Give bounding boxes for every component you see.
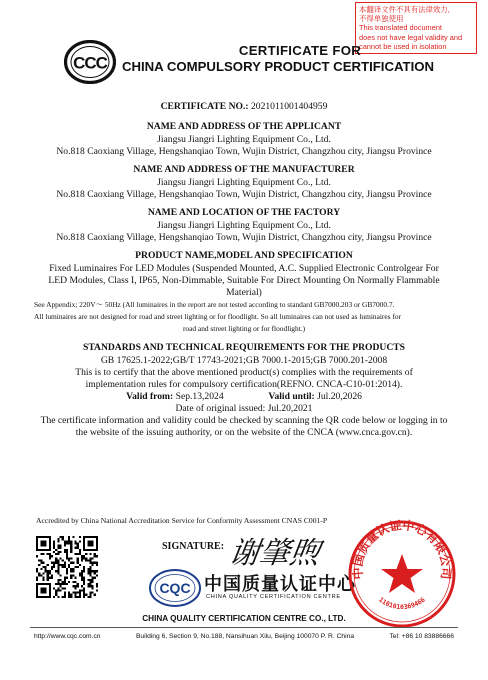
issuing-centre-name: CHINA QUALITY CERTIFICATION CENTRE CO., LTD. — [142, 614, 346, 623]
certificate-number — [0, 101, 488, 112]
factory-name: Jiangsu Jiangri Lighting Equipment Co., Ltd. — [157, 220, 331, 231]
signature-label: SIGNATURE: — [162, 541, 225, 552]
product-line-3: Material) — [226, 287, 262, 298]
valid-until-value: Jul.20,2026 — [317, 391, 362, 402]
manufacturer-address: No.818 Caoxiang Village, Hengshanqiao Town, Wujin District, Changzhou city, Jiangsu Province — [56, 189, 432, 200]
cqc-english-small: CHINA QUALITY CERTIFICATION CENTRE — [206, 594, 341, 600]
factory-heading: NAME AND LOCATION OF THE FACTORY — [147, 207, 341, 218]
standards-line-2: This is to certify that the above mentioned product(s) complies with the requirements of — [75, 367, 413, 378]
valid-until-label: Valid until: — [268, 391, 315, 402]
statement-line-1: The certificate information and validity could be checked by scanning the QR code below or logging in to — [40, 415, 448, 426]
svg-text:CQC: CQC — [159, 580, 191, 596]
signature-handwriting: 谢肇煦 — [227, 536, 322, 571]
standards-heading: STANDARDS AND TECHNICAL REQUIREMENTS FOR THE PRODUCTS — [83, 342, 405, 353]
product-note-3: road and street lighting or for floodlight.) — [182, 324, 306, 333]
cqc-chinese-name: 中国质量认证中心 — [204, 574, 356, 595]
factory-address: No.818 Caoxiang Village, Hengshanqiao Town, Wujin District, Changzhou city, Jiangsu Province — [56, 232, 432, 243]
notice-en-line3: cannot be used in isolation — [359, 41, 447, 51]
standards-line-1: GB 17625.1-2022;GB/T 17743-2021;GB 7000.1-2015;GB 7000.201-2008 — [100, 355, 388, 366]
product-heading: PRODUCT NAME,MODEL AND SPECIFICATION — [135, 250, 353, 261]
validity-row — [0, 391, 488, 402]
notice-cn-line2: 不得单独使用 — [359, 14, 404, 24]
certificate-number-label: CERTIFICATE NO.: — [160, 101, 249, 112]
manufacturer-name: Jiangsu Jiangri Lighting Equipment Co., Ltd. — [157, 177, 331, 188]
notice-en-line2: does not have legal validity and — [359, 32, 463, 42]
certificate-number-value: 2021011001404959 — [250, 101, 328, 112]
footer-divider — [30, 627, 458, 628]
valid-from-label: Valid from: — [126, 391, 174, 402]
product-note-1: See Appendix; 220V～ 50Hz (All luminaires in the report are not tested according to standard GB7000.203 or GB7000.7. — [34, 300, 395, 309]
notice-en-line1: This translated document — [359, 23, 442, 33]
applicant-name: Jiangsu Jiangri Lighting Equipment Co., Ltd. — [157, 134, 331, 145]
footer — [34, 633, 454, 640]
svg-text:CCC: CCC — [73, 53, 107, 73]
applicant-address: No.818 Caoxiang Village, Hengshanqiao Town, Wujin District, Changzhou city, Jiangsu Province — [56, 146, 432, 157]
original-issue-value: Jul.20,2021 — [267, 403, 313, 414]
product-line-2: LED Modules, Class I, IP65, Non-Dimmable, Suitable For Direct Mounting On Normally Flammable — [48, 275, 440, 286]
manufacturer-heading: NAME AND ADDRESS OF THE MANUFACTURER — [133, 164, 355, 175]
cqc-logo-icon — [148, 568, 202, 608]
footer-address: Building 6, Section 9, No.188, Nansihuan Xilu, Beijing 100070 P. R. China — [135, 633, 355, 640]
svg-text:1101010369466: 1101010369466 — [377, 595, 427, 612]
accreditation-text: Accredited by China National Accreditation Service for Conformity Assessment CNAS C001-P — [36, 516, 328, 525]
svg-text:中国质量认证中心有限公司: 中国质量认证中心有限公司 — [350, 518, 454, 580]
standards-line-3: implementation rules for compulsory certification(REFNO. CNCA-C10-01:2014). — [85, 379, 403, 390]
footer-website-link[interactable]: http://www.cqc.com.cn — [34, 633, 101, 640]
notice-cn-line1: 本翻译文件不具有法律效力, — [359, 5, 450, 14]
title-line-2: CHINA COMPULSORY PRODUCT CERTIFICATION — [121, 59, 435, 74]
statement-line-2: the website of the issuing authority, or on the website of the CNCA (www.cnca.gov.cn). — [75, 427, 413, 438]
footer-phone: Tel: +86 10 83886666 — [389, 633, 454, 640]
valid-from-value: Sep.13,2024 — [175, 391, 224, 402]
product-note-2: All luminaires are not designed for road and street lighting or for floodlight. So all luminaires can not used as luminaires for — [34, 312, 401, 321]
product-line-1: Fixed Luminaires For LED Modules (Suspended Mounted, A.C. Supplied Electronic Controlgear For — [49, 263, 439, 274]
original-issue-row — [0, 403, 488, 414]
qr-code-icon[interactable] — [36, 536, 98, 598]
original-issue-label: Date of original issued: — [175, 403, 266, 414]
title-line-1: CERTIFICATE FOR — [238, 43, 362, 58]
applicant-heading: NAME AND ADDRESS OF THE APPLICANT — [146, 121, 342, 132]
